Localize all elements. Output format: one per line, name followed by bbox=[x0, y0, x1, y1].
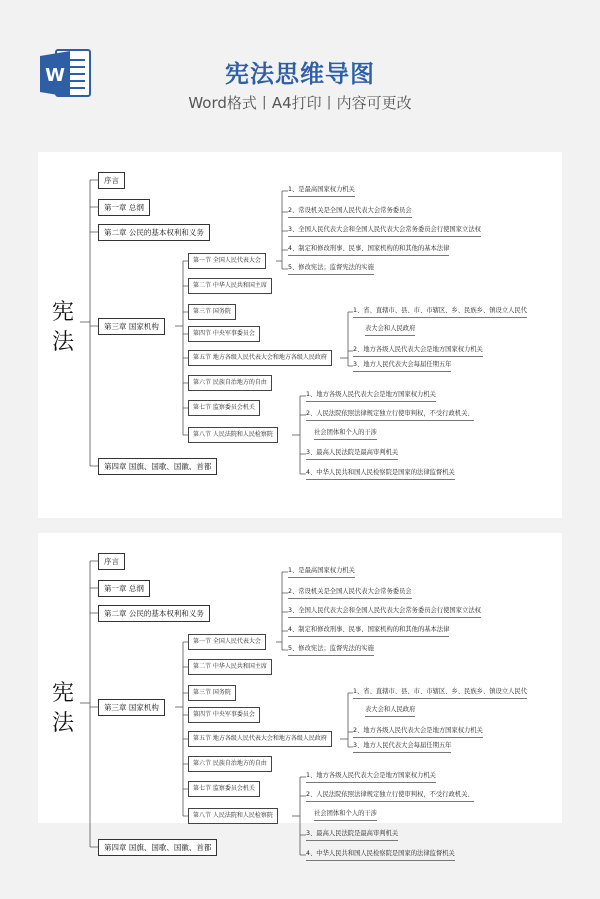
chapter-2: 第二章 公民的基本权利和义务 bbox=[98, 605, 210, 622]
list-item: 2、人民法院依照法律规定独立行使审判权，不受行政机关、 bbox=[306, 409, 474, 421]
section-1: 第一节 全国人民代表大会 bbox=[188, 253, 266, 269]
chapter-3: 第三章 国家机构 bbox=[98, 318, 165, 335]
list-item: 3、最高人民法院是最高审判机关 bbox=[306, 829, 398, 841]
list-item: 5、修改宪法；监督宪法的实施 bbox=[288, 263, 374, 275]
mindmap bbox=[38, 533, 562, 899]
section-6: 第六节 民族自治地方的自由 bbox=[188, 756, 272, 772]
list-item: 2、人民法院依照法律规定独立行使审判权，不受行政机关、 bbox=[306, 790, 474, 802]
root-node: 宪法 bbox=[52, 681, 75, 736]
chapter-2: 第二章 公民的基本权利和义务 bbox=[98, 224, 210, 241]
list-item: 1、省、直辖市、县、市、市辖区、乡、民族乡、镇设立人民代 bbox=[353, 687, 527, 699]
chapter-1: 第一章 总纲 bbox=[98, 580, 150, 597]
list-item: 社会团体和个人的干涉 bbox=[314, 428, 377, 440]
page-header bbox=[0, 0, 600, 130]
chapter-preface: 序言 bbox=[98, 553, 125, 570]
section-3: 第三节 国务院 bbox=[188, 304, 236, 320]
mindmap-card bbox=[38, 152, 562, 518]
list-item: 4、制定和修改刑事、民事、国家机构的和其他的基本法律 bbox=[288, 244, 449, 256]
list-item: 3、最高人民法院是最高审判机关 bbox=[306, 448, 398, 460]
section-3: 第三节 国务院 bbox=[188, 685, 236, 701]
chapter-3: 第三章 国家机构 bbox=[98, 699, 165, 716]
section-8: 第八节 人民法院和人民检察院 bbox=[188, 808, 278, 824]
mindmap-card bbox=[38, 533, 562, 857]
list-item: 社会团体和个人的干涉 bbox=[314, 809, 377, 821]
section-5: 第五节 地方各级人民代表大会和地方各级人民政府 bbox=[188, 350, 332, 366]
chapter-preface: 序言 bbox=[98, 172, 125, 189]
section-7: 第七节 监察委员会机关 bbox=[188, 781, 260, 797]
list-item: 1、是最高国家权力机关 bbox=[288, 185, 355, 197]
section-8: 第八节 人民法院和人民检察院 bbox=[188, 427, 278, 443]
section-2: 第二节 中华人民共和国主席 bbox=[188, 278, 272, 294]
list-item: 2、地方各级人民代表大会是地方国家权力机关 bbox=[353, 726, 483, 738]
list-item: 1、省、直辖市、县、市、市辖区、乡、民族乡、镇设立人民代 bbox=[353, 306, 527, 318]
section-6: 第六节 民族自治地方的自由 bbox=[188, 375, 272, 391]
list-item: 4、中华人民共和国人民检察院是国家的法律监督机关 bbox=[306, 849, 455, 861]
section-5: 第五节 地方各级人民代表大会和地方各级人民政府 bbox=[188, 731, 332, 747]
list-item: 表大会和人民政府 bbox=[365, 705, 415, 717]
svg-text:W: W bbox=[45, 65, 65, 86]
list-item: 1、地方各级人民代表大会是地方国家权力机关 bbox=[306, 390, 436, 402]
list-item: 表大会和人民政府 bbox=[365, 324, 415, 336]
section-7: 第七节 监察委员会机关 bbox=[188, 400, 260, 416]
list-item: 3、地方人民代表大会每届任期五年 bbox=[353, 741, 451, 753]
section-1: 第一节 全国人民代表大会 bbox=[188, 634, 266, 650]
list-item: 1、地方各级人民代表大会是地方国家权力机关 bbox=[306, 771, 436, 783]
list-item: 5、修改宪法；监督宪法的实施 bbox=[288, 644, 374, 656]
list-item: 3、全国人民代表大会和全国人民代表大会常务委员会行使国家立法权 bbox=[288, 606, 481, 618]
section-4: 第四节 中央军事委员会 bbox=[188, 326, 260, 342]
list-item: 3、全国人民代表大会和全国人民代表大会常务委员会行使国家立法权 bbox=[288, 225, 481, 237]
list-item: 2、地方各级人民代表大会是地方国家权力机关 bbox=[353, 345, 483, 357]
list-item: 3、地方人民代表大会每届任期五年 bbox=[353, 360, 451, 372]
chapter-1: 第一章 总纲 bbox=[98, 199, 150, 216]
list-item: 2、常设机关是全国人民代表大会常务委员会 bbox=[288, 206, 412, 218]
mindmap bbox=[38, 152, 562, 518]
section-2: 第二节 中华人民共和国主席 bbox=[188, 659, 272, 675]
list-item: 4、中华人民共和国人民检察院是国家的法律监督机关 bbox=[306, 468, 455, 480]
list-item: 4、制定和修改刑事、民事、国家机构的和其他的基本法律 bbox=[288, 625, 449, 637]
section-4: 第四节 中央军事委员会 bbox=[188, 707, 260, 723]
list-item: 2、常设机关是全国人民代表大会常务委员会 bbox=[288, 587, 412, 599]
chapter-4: 第四章 国旗、国歌、国徽、首都 bbox=[98, 458, 217, 475]
chapter-4: 第四章 国旗、国歌、国徽、首都 bbox=[98, 839, 217, 856]
page-subtitle: Word格式丨A4打印丨内容可更改 bbox=[188, 94, 412, 112]
root-node: 宪法 bbox=[52, 300, 75, 355]
list-item: 1、是最高国家权力机关 bbox=[288, 566, 355, 578]
page-title: 宪法思维导图 bbox=[225, 60, 375, 88]
